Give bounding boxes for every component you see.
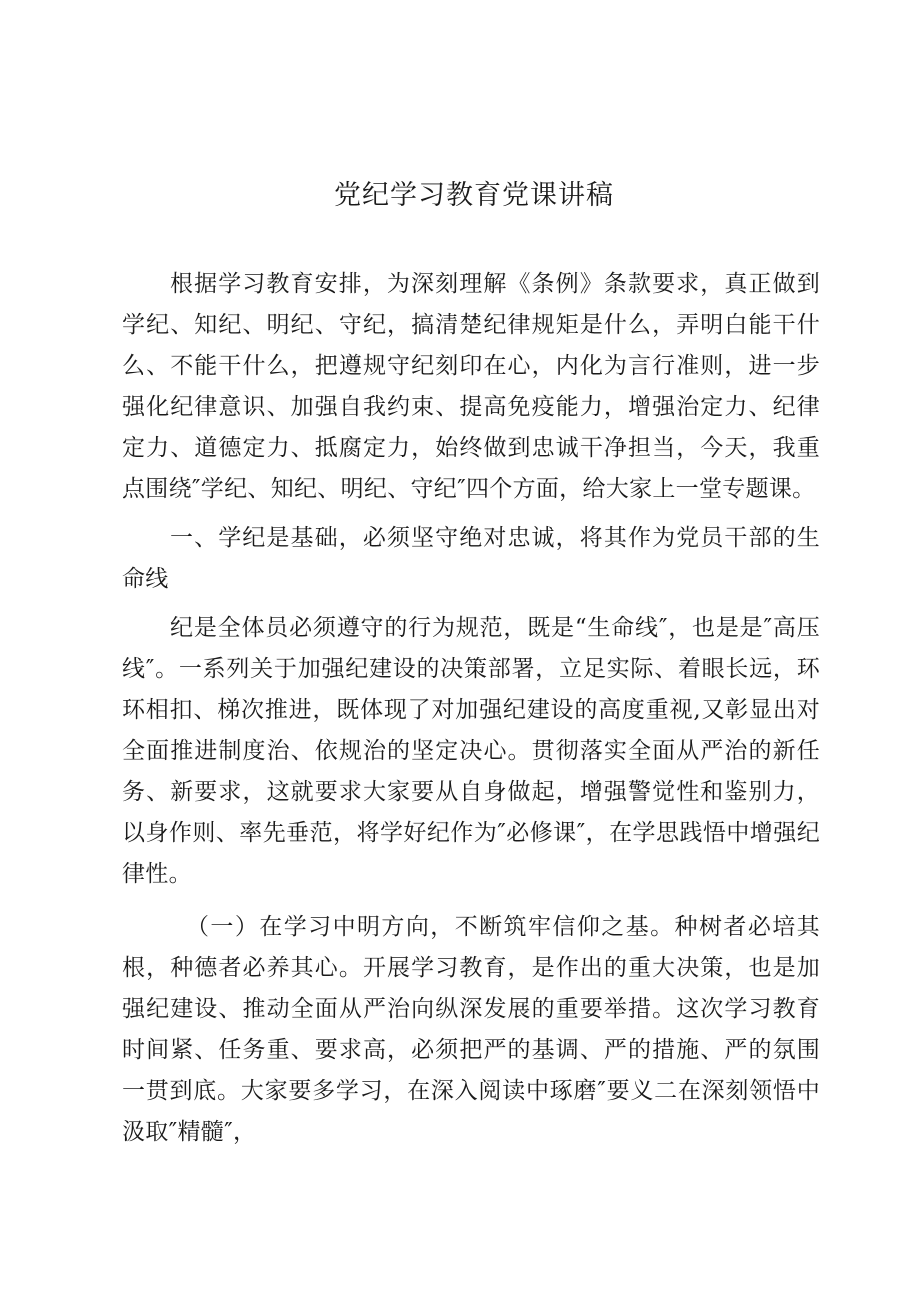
- paragraph-discipline: 纪是全体员必须遵守的行为规范，既是“生命线″，也是是″高压线″。一系列关于加强纪建设的决策部署，立足实际、着眼长远，环环相扣、梯次推进，既体现了对加强纪建设的高度重视,又彰显出对全面推进制度治、依规治的坚定决心。贯彻落实全面从严治的新任务、新要求，这就要求大家要从自身做起，增强警觉性和鉴别力，以身作则、率先垂范，将学好纪作为″必修课″，在学思践悟中增强纪律性。: [122, 615, 820, 887]
- document-title: 党纪学习教育党课讲稿: [334, 180, 614, 211]
- paragraph-intro: 根据学习教育安排，为深刻理解《条例》条款要求，真正做到学纪、知纪、明纪、守纪，搞清楚纪律规矩是什么，弄明白能干什么、不能干什么，把遵规守纪刻印在心，内化为言行准则，进一步强化纪律意识、加强自我约束、提高免疫能力，增强治定力、纪律定力、道德定力、抵腐定力，始终做到忠诚干净担当，今天，我重点围绕″学纪、知纪、明纪、守纪″四个方面，给大家上一堂专题课。: [122, 271, 820, 502]
- section-heading-1: 一、学纪是基础，必须坚守绝对忠诚，将其作为党员干部的生命线: [122, 525, 820, 592]
- subsection-1: （一）在学习中明方向，不断筑牢信仰之基。种树者必培其根，种德者必养其心。开展学习教育，是作出的重大决策，也是加强纪建设、推动全面从严治向纵深发展的重要举措。这次学习教育时间紧、任务重、要求高，必须把严的基调、严的措施、严的氛围一贯到底。大家要多学习，在深入阅读中琢磨″要义二在深刻领悟中汲取″精髓″，: [122, 914, 820, 1145]
